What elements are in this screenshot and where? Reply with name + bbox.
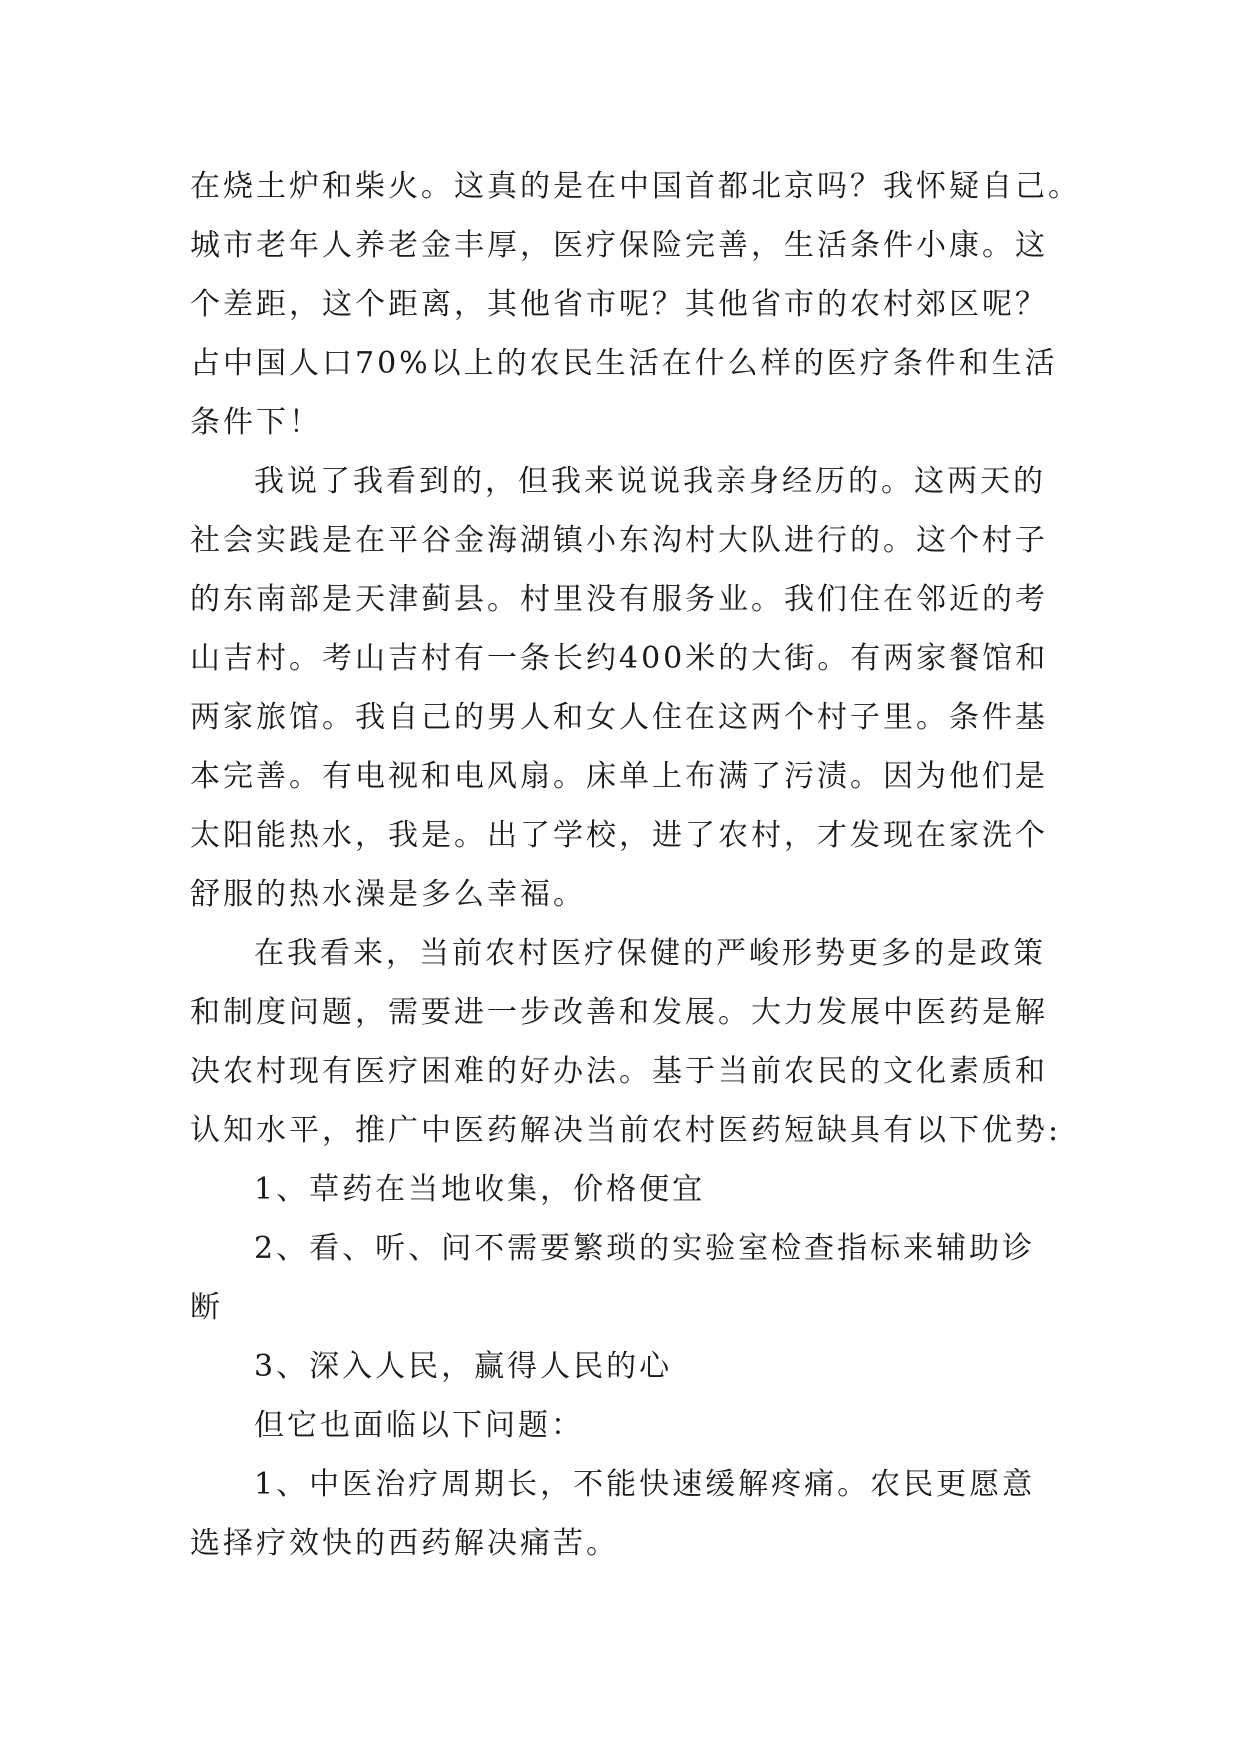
text-line: 太阳能热水，我是。出了学校，进了农村，才发现在家洗个 — [190, 818, 1048, 853]
text-line: 山吉村。考山吉村有一条长约400米的大街。有两家餐馆和 — [190, 641, 1049, 676]
text-line: 两家旅馆。我自己的男人和女人住在这两个村子里。条件基 — [190, 700, 1048, 735]
list-item: 1、草药在当地收集，价格便宜 — [254, 1172, 706, 1207]
text-line: 社会实践是在平谷金海湖镇小东沟村大队进行的。这个村子 — [190, 523, 1048, 558]
text-line: 选择疗效快的西药解决痛苦。 — [190, 1526, 619, 1561]
list-item: 2、看、听、问不需要繁琐的实验室检查指标来辅助诊 — [254, 1231, 1036, 1266]
list-item: 3、深入人民，赢得人民的心 — [254, 1349, 673, 1384]
text-line: 舒服的热水澡是多么幸福。 — [190, 877, 586, 912]
text-line: 决农村现有医疗困难的好办法。基于当前农民的文化素质和 — [190, 1054, 1048, 1089]
text-line: 条件下！ — [190, 405, 322, 440]
text-line: 在烧土炉和柴火。这真的是在中国首都北京吗？我怀疑自己。 — [190, 169, 1081, 204]
text-line: 的东南部是天津蓟县。村里没有服务业。我们住在邻近的考 — [190, 582, 1048, 617]
text-line: 城市老年人养老金丰厚，医疗保险完善，生活条件小康。这 — [190, 228, 1048, 263]
paragraph-start-line: 在我看来，当前农村医疗保健的严峻形势更多的是政策 — [254, 936, 1046, 971]
paragraph-start-line: 我说了我看到的，但我来说说我亲身经历的。这两天的 — [254, 464, 1046, 499]
text-line: 本完善。有电视和电风扇。床单上布满了污渍。因为他们是 — [190, 759, 1048, 794]
text-line: 占中国人口70%以上的农民生活在什么样的医疗条件和生活 — [190, 346, 1058, 381]
text-line: 和制度问题，需要进一步改善和发展。大力发展中医药是解 — [190, 995, 1048, 1030]
text-line: 个差距，这个距离，其他省市呢？其他省市的农村郊区呢？ — [190, 287, 1048, 322]
body-text — [190, 157, 1090, 1573]
list-item: 1、中医治疗周期长，不能快速缓解疼痛。农民更愿意 — [254, 1467, 1036, 1502]
text-line: 认知水平，推广中医药解决当前农村医药短缺具有以下优势: — [190, 1113, 1062, 1148]
text-line: 断 — [190, 1290, 223, 1325]
paragraph-start-line: 但它也面临以下问题： — [254, 1408, 584, 1443]
